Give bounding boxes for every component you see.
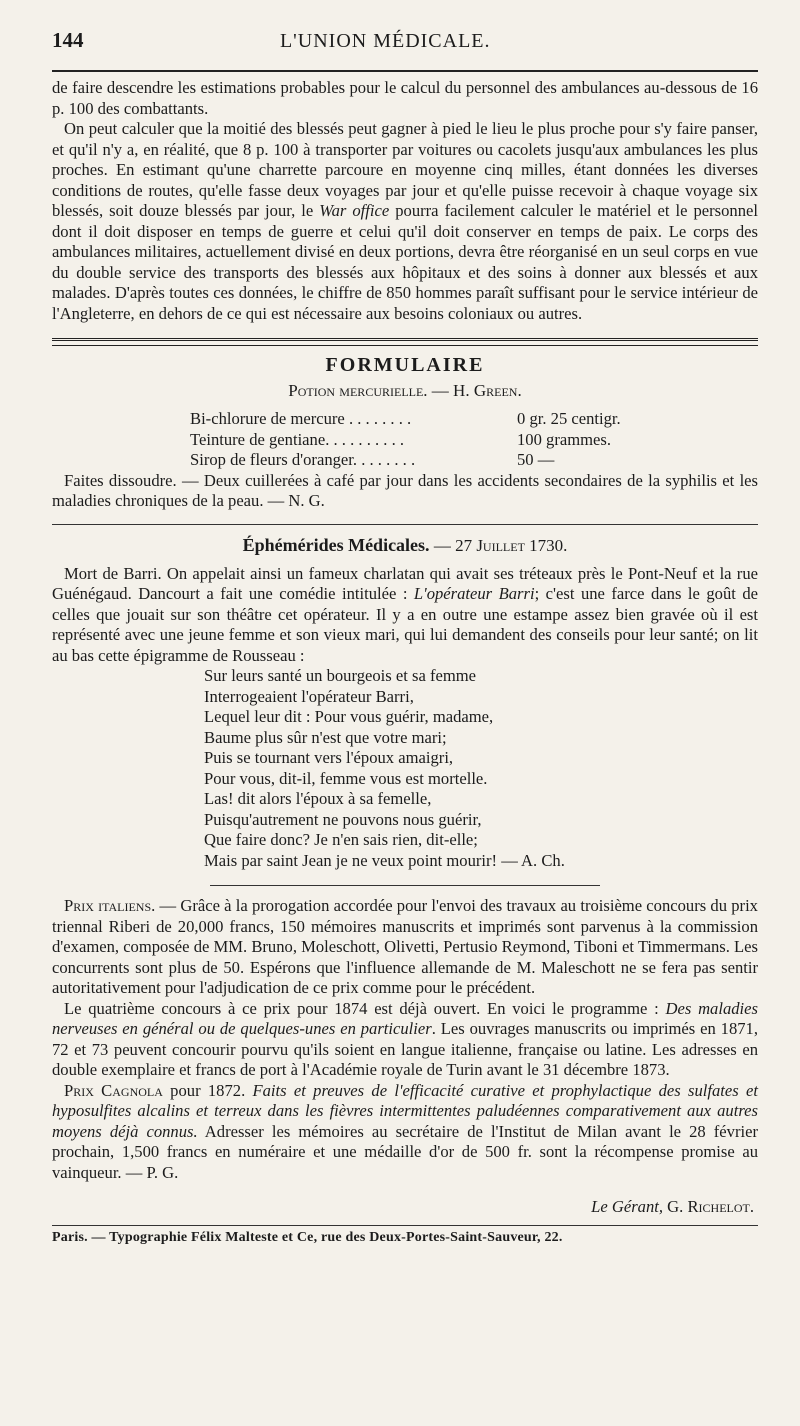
- poem-line: Que faire donc? Je n'en sais rien, dit-elle;: [204, 830, 478, 849]
- poem-line: Lequel leur dit : Pour vous guérir, madame,: [204, 707, 494, 726]
- intro-text-a: On peut calculer que la moitié des blessés peut gagner à pied le lieu le plus proche pour s'y faire panser, et qu'il n'y a, en réalité, que 8 p. 100 à transporter par voitures ou cacolets jusqu'aux ambulances les plus proches. En estimant qu'une charrette parcoure en moyenne cinq milles, étant données les diverses conditions de routes, qu'elle fasse deux voyages par jour et qu'elle puisse recevoir à chaque voyage six blessés, soit douze blessés par jour, le: [52, 119, 758, 220]
- epigram-poem: [204, 666, 758, 871]
- poem-line: Puis se tournant vers l'époux amaigri,: [204, 748, 454, 767]
- ingredient-qty: 0 gr. 25 centigr.: [517, 409, 621, 428]
- footer-rule: [52, 1225, 758, 1226]
- concours-text-a: Le quatrième concours à ce prix pour 1874 est déjà ouvert. En voici le programme :: [64, 998, 666, 1018]
- prix-italiens-paragraph: [52, 896, 758, 999]
- journal-title: L'UNION MÉDICALE.: [279, 30, 491, 52]
- ingredient-name: Bi-chlorure de mercure . . . . . . . .: [190, 409, 412, 428]
- section-divider: [52, 338, 758, 346]
- war-office-italic: War office: [319, 201, 390, 220]
- cagnola-text-b: Adresser les mémoires au secrétaire de l'Institut de Milan avant le 28 février prochain, 1,500 francs en numéraire et une médaille d'or de 500 fr. sont la récompense promise au vainqueur. — P. G.: [52, 1121, 758, 1182]
- gerant-label: Le Gérant,: [591, 1197, 664, 1216]
- ephemerides-title: Éphémérides Médicales.: [242, 534, 430, 555]
- ephemerides-date: — 27 Juillet 1730.: [429, 535, 568, 555]
- recipe-list: [190, 409, 710, 471]
- ephemerides-heading: [52, 535, 758, 556]
- concours-text-b: . Les ouvrages manuscrits ou imprimés en 1871, 72 et 73 peuvent concourir pourvu qu'ils soient en langue italienne, française ou latine. Les adresses en double exemplaire et francs de port à l'Académie royale de Turin avant le 31 décembre 1873.: [52, 1019, 759, 1079]
- poem-line: Sur leurs santé un bourgeois et sa femme: [204, 666, 477, 685]
- recipe-row: [190, 430, 710, 451]
- cagnola-text-a: pour 1872.: [162, 1080, 253, 1100]
- page-number: 144: [52, 28, 84, 52]
- ingredient-qty: 100 grammes.: [517, 429, 612, 449]
- prix-cagnola-lead: Prix Cagnola: [64, 1080, 163, 1100]
- intro-text-b: pourra facilement calculer le matériel et le personnel dont il doit disposer en temps de guerre et celui qu'il doit conserver en temps de paix. Le corps des ambulances militaires, actuellement divisé en deux portions, devra être réorganisé en un seul corps en vue du double service des transports des blessés aux hôpitaux et des soins à donner aux blessés et aux malades. D'après toutes ces données, le chiffre de 850 hommes paraît suffisant pour le service intérieur de l'Angleterre, en dehors de ce qui est nécessaire aux besoins coloniaux ou autres.: [52, 201, 758, 323]
- poem-line: Interrogeaient l'opérateur Barri,: [204, 686, 414, 706]
- ephemerides-text-b: ; c'est une farce dans le goût de celles que jouait sur son théâtre cet opérateur. Il y a en outre une estampe assez bien gravée où il est représenté avec une jeune femme et son vieux mari, qui lui demandent des conseils pour leur santé; on lit au bas cette épigramme de Rousseau :: [52, 584, 759, 665]
- poem-line: Pour vous, dit-il, femme vous est mortelle.: [204, 768, 488, 788]
- section-divider: [52, 524, 758, 525]
- formulaire-subtitle: Potion mercurielle. — H. Green.: [288, 381, 522, 400]
- recipe-row: [190, 450, 710, 471]
- gerant-name: G. Richelot.: [663, 1197, 754, 1216]
- poem-line: Puisqu'autrement ne pouvons nous guérir,: [204, 809, 482, 829]
- prix-cagnola-paragraph: [52, 1081, 758, 1184]
- poem-line: Baume plus sûr n'est que votre mari;: [204, 727, 447, 747]
- cagnola-subject-italic: Faits et preuves de l'efficacité curative et prophylactique des sulfates et hyposulfites alcalins et terreux dans les fièvres intermittentes paludéennes comparativement aux autres moyens déjà connus.: [52, 1080, 758, 1141]
- header-rule: [52, 70, 758, 72]
- intro-paragraph-1: de faire descendre les estimations probables pour le calcul du personnel des ambulances au-dessous de 16 p. 100 des combattants.: [52, 78, 758, 118]
- formulaire-title: FORMULAIRE: [325, 354, 485, 376]
- section-divider: [210, 885, 600, 886]
- prix-concours-paragraph: [52, 999, 758, 1081]
- prix-italiens-text: — Grâce à la prorogation accordée pour l'envoi des travaux au troisième concours du prix triennal Riberi de 20,000 francs, 150 mémoires manuscrits et imprimés sont parvenus à la commission d'examen, composée de MM. Bruno, Moleschott, Olivetti, Pertusio Reymond, Tiboni et Timmermans. Les concurrents sont plus de 50. Espérons que l'influence allemande de M. Maleschott ne se fera pas sentir autoritativement pour l'adjudication de ce prix comme pour le précédent.: [52, 896, 758, 997]
- gerant-signature: [52, 1197, 754, 1217]
- printer-imprint: Paris. — Typographie Félix Malteste et Ce, rue des Deux-Portes-Saint-Sauveur, 22.: [52, 1230, 563, 1245]
- formulaire-instructions: Faites dissoudre. — Deux cuillerées à café par jour dans les accidents secondaires de la syphilis et les maladies chroniques de la peau. — N. G.: [52, 470, 758, 510]
- ingredient-name: Teinture de gentiane. . . . . . . . . .: [190, 429, 405, 449]
- intro-paragraph-2: [52, 119, 758, 324]
- page-header: [52, 28, 758, 60]
- prix-italiens-lead: Prix italiens.: [64, 896, 156, 915]
- programme-italic: Des maladies nerveuses en général ou de quelques-unes en particulier: [52, 998, 758, 1038]
- poem-line: Mais par saint Jean je ne veux point mourir! — A. Ch.: [204, 850, 565, 870]
- ephemerides-text-a: Mort de Barri. On appelait ainsi un fameux charlatan qui avait ses tréteaux près le Pont-Neuf et la rue Guénégaud. Dancourt a fait une comédie intitulée :: [52, 563, 758, 603]
- poem-line: Las! dit alors l'époux à sa femelle,: [204, 789, 432, 808]
- recipe-row: [190, 409, 710, 430]
- ingredient-qty: 50 —: [517, 450, 555, 469]
- comedy-title-italic: L'opérateur Barri: [413, 584, 535, 603]
- ephemerides-paragraph: [52, 564, 758, 667]
- ingredient-name: Sirop de fleurs d'oranger. . . . . . . .: [190, 450, 416, 469]
